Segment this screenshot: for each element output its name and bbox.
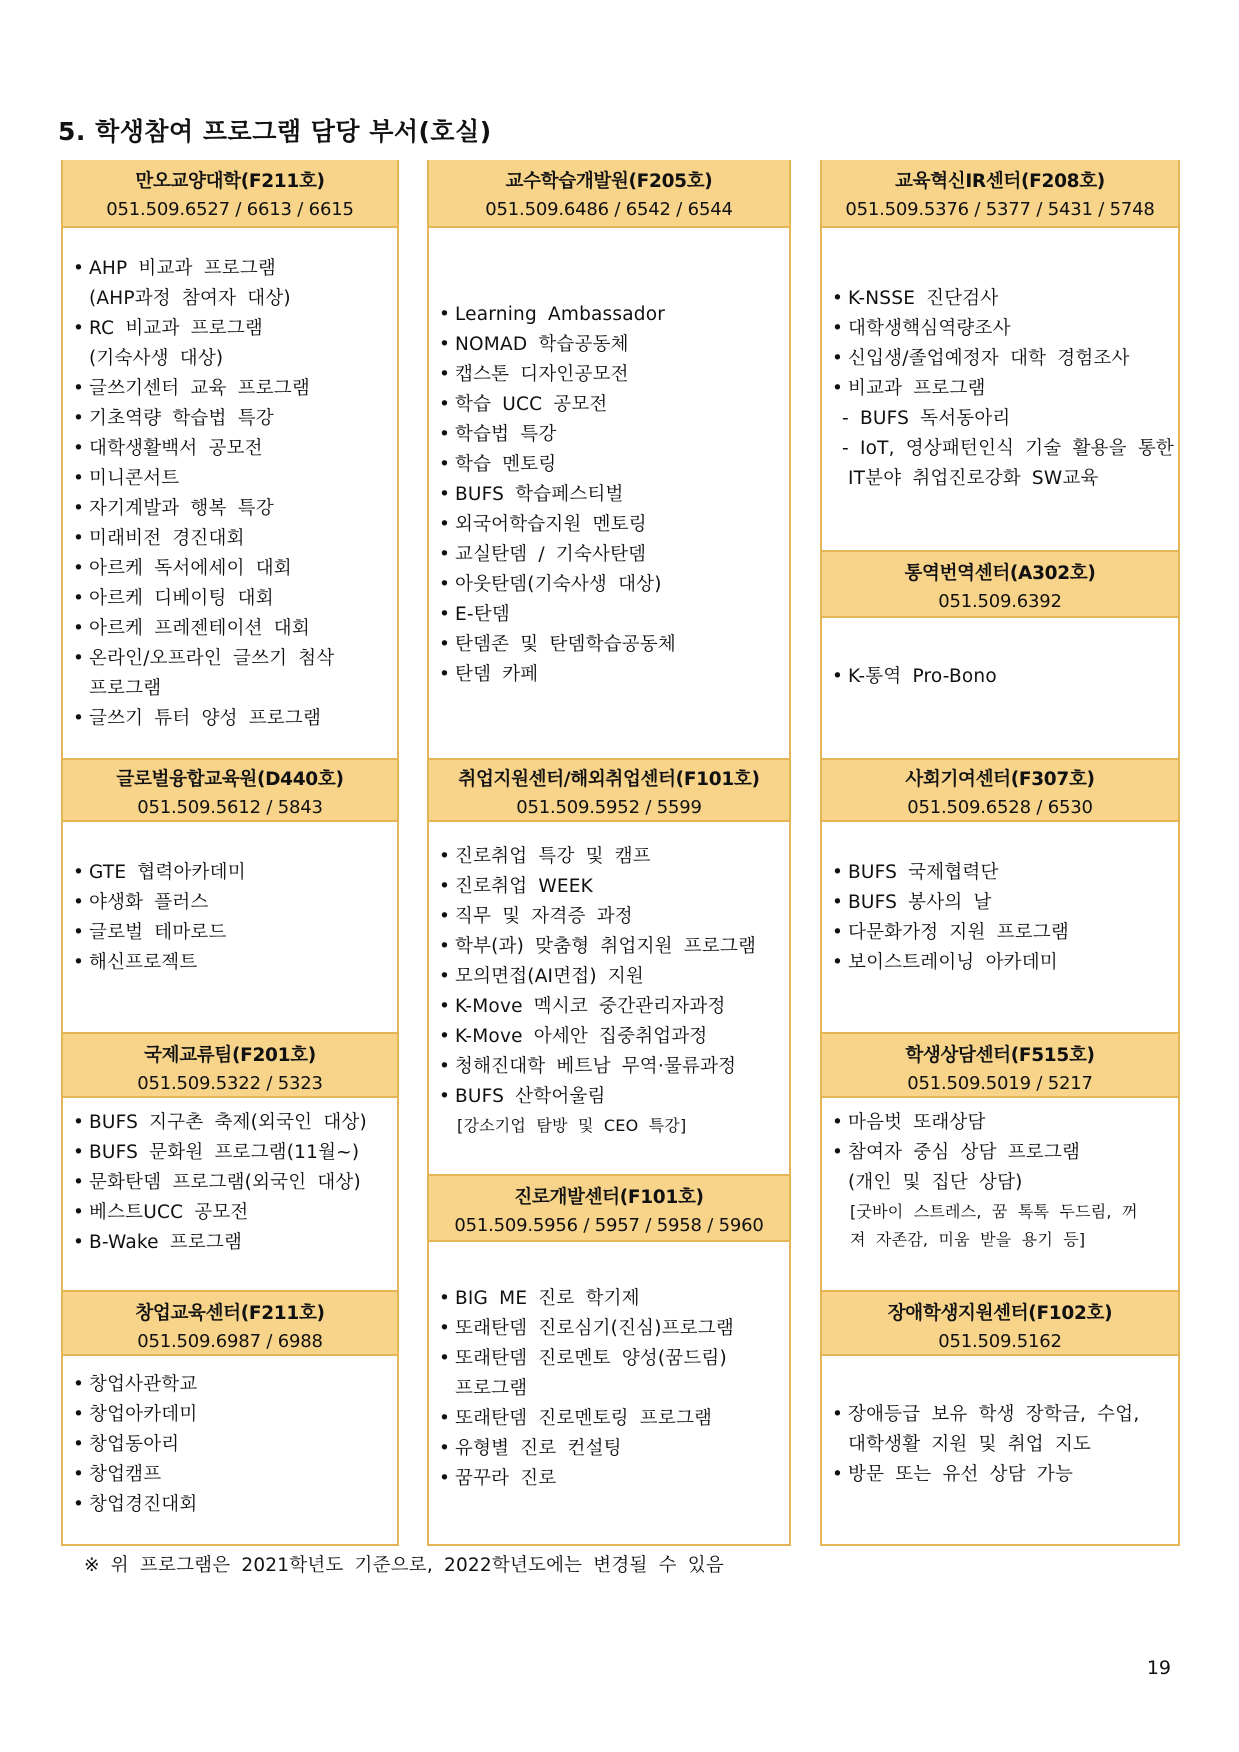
list-item: • BUFS 봉사의 날 <box>822 888 1178 918</box>
program-list <box>429 300 789 690</box>
list-item: • 글로벌 테마로드 <box>63 918 397 948</box>
list-item: • 미니콘서트 <box>63 464 397 494</box>
dept-box-startup-education <box>61 1290 399 1546</box>
dept-phone: 051.509.5612 / 5843 <box>137 797 323 818</box>
list-item: 대학생활 지원 및 취업 지도 <box>848 1434 1092 1455</box>
list-item: • BUFS 학습페스티벌 <box>429 480 789 510</box>
list-item: • 아르케 프레젠테이션 대회 <box>63 614 397 644</box>
list-item: (기숙사생 대상) <box>89 348 224 369</box>
dept-header <box>822 1290 1178 1356</box>
list-item: • 캡스톤 디자인공모전 <box>429 360 789 390</box>
list-item: • 교실탄뎀 / 기숙사탄뎀 <box>429 540 789 570</box>
dept-box-interpretation-translation <box>820 550 1180 758</box>
dept-phone: 051.509.5952 / 5599 <box>516 797 702 818</box>
dept-box-career-support <box>427 758 791 1174</box>
list-item: • 창업경진대회 <box>63 1490 397 1520</box>
dept-header <box>63 1032 397 1098</box>
list-item: 프로그램 <box>455 1378 528 1399</box>
list-item: • 미래비전 경진대회 <box>63 524 397 554</box>
list-item: • 탄뎀 카페 <box>429 660 789 690</box>
dept-box-student-counseling <box>820 1032 1180 1290</box>
dept-header <box>822 160 1178 228</box>
list-item: • 학습 멘토링 <box>429 450 789 480</box>
dept-box-teaching-learning <box>427 160 791 760</box>
list-item: • 해신프로젝트 <box>63 948 397 978</box>
column-1 <box>61 160 399 1546</box>
list-item: • 탄뎀존 및 탄뎀학습공동체 <box>429 630 789 660</box>
program-list <box>822 662 1178 692</box>
list-item: • Learning Ambassador <box>429 300 789 330</box>
dept-header <box>429 758 789 822</box>
list-item: • 야생화 플러스 <box>63 888 397 918</box>
dept-header <box>429 160 789 228</box>
dept-phone: 051.509.6486 / 6542 / 6544 <box>485 199 733 220</box>
dept-header <box>63 160 397 228</box>
list-item: • 진로취업 WEEK <box>429 872 789 902</box>
list-item: • B-Wake 프로그램 <box>63 1228 397 1258</box>
dept-header <box>822 550 1178 618</box>
dept-box-career-development <box>427 1174 791 1546</box>
list-item: • 아르케 디베이팅 대회 <box>63 584 397 614</box>
list-item: • E-탄뎀 <box>429 600 789 630</box>
dept-name: 교육혁신IR센터(F208호) <box>895 171 1105 192</box>
dept-box-education-innovation-ir <box>820 160 1180 550</box>
dept-name: 글로벌융합교육원(D440호) <box>116 769 344 790</box>
program-list <box>63 1108 397 1258</box>
dept-header <box>63 1290 397 1356</box>
list-item: (개인 및 집단 상담) <box>848 1172 1023 1193</box>
list-item: • 청해진대학 베트남 무역·물류과정 <box>429 1052 789 1082</box>
list-item: • K-NSSE 진단검사 <box>822 284 1178 314</box>
dept-header <box>429 1174 789 1242</box>
dept-phone: 051.509.6527 / 6613 / 6615 <box>106 199 354 220</box>
dept-box-social-contribution <box>820 758 1180 1032</box>
list-item: • 학습 UCC 공모전 <box>429 390 789 420</box>
list-item: • GTE 협력아카데미 <box>63 858 397 888</box>
list-item: • 아르케 독서에세이 대회 <box>63 554 397 584</box>
list-item: • BUFS 지구촌 축제(외국인 대상) <box>63 1108 397 1138</box>
dept-box-liberal-arts <box>61 160 399 760</box>
list-item: • 문화탄뎀 프로그램(외국인 대상) <box>63 1168 397 1198</box>
list-item: • NOMAD 학습공동체 <box>429 330 789 360</box>
list-item: • 아웃탄뎀(기숙사생 대상) <box>429 570 789 600</box>
list-item: • K-통역 Pro-Bono <box>822 662 1178 692</box>
program-list <box>429 1284 789 1494</box>
dept-name: 만오교양대학(F211호) <box>135 171 325 192</box>
dept-box-global-convergence <box>61 758 399 1032</box>
program-list <box>822 1400 1178 1490</box>
dept-name: 장애학생지원센터(F102호) <box>887 1303 1113 1324</box>
program-list <box>63 254 397 734</box>
dept-phone: 051.509.5956 / 5957 / 5958 / 5960 <box>454 1215 764 1236</box>
list-item: - BUFS 독서동아리 <box>842 408 1011 429</box>
dept-header <box>63 758 397 822</box>
list-item: • 또래탄뎀 진로멘토 양성(꿈드림) <box>429 1344 789 1374</box>
dept-box-disability-support <box>820 1290 1180 1546</box>
list-item: • BUFS 국제협력단 <box>822 858 1178 888</box>
list-item: • 학습법 특강 <box>429 420 789 450</box>
list-item: • 보이스트레이닝 아카데미 <box>822 948 1178 978</box>
footnote: ※ 위 프로그램은 2021학년도 기준으로, 2022학년도에는 변경될 수 있음 <box>84 1555 724 1576</box>
program-list <box>822 284 1178 494</box>
list-item: • BIG ME 진로 학기제 <box>429 1284 789 1314</box>
list-item: • RC 비교과 프로그램 <box>63 314 397 344</box>
list-item: • 방문 또는 유선 상담 가능 <box>822 1460 1178 1490</box>
list-item: • K-Move 멕시코 중간관리자과정 <box>429 992 789 1022</box>
dept-name: 사회기여센터(F307호) <box>905 769 1095 790</box>
dept-box-international-exchange <box>61 1032 399 1290</box>
list-item: • 신입생/졸업예정자 대학 경험조사 <box>822 344 1178 374</box>
list-item: • 모의면접(AI면접) 지원 <box>429 962 789 992</box>
list-item: • 장애등급 보유 학생 장학금, 수업, <box>822 1400 1178 1430</box>
list-item: [굿바이 스트레스, 꿈 톡톡 두드림, 꺼 <box>850 1202 1138 1221</box>
list-item: • 비교과 프로그램 <box>822 374 1178 404</box>
dept-name: 창업교육센터(F211호) <box>135 1303 325 1324</box>
list-item: 프로그램 <box>89 678 162 699</box>
list-item: • 창업사관학교 <box>63 1370 397 1400</box>
list-item: - IoT, 영상패턴인식 기술 활용을 통한 <box>842 438 1174 459</box>
program-list <box>63 858 397 978</box>
dept-name: 교수학습개발원(F205호) <box>505 171 713 192</box>
list-item: • 대학생활백서 공모전 <box>63 434 397 464</box>
list-item: • AHP 비교과 프로그램 <box>63 254 397 284</box>
list-item: • 또래탄뎀 진로심기(진심)프로그램 <box>429 1314 789 1344</box>
dept-phone: 051.509.6392 <box>938 591 1062 612</box>
column-3 <box>820 160 1180 1546</box>
list-item: • 꿈꾸라 진로 <box>429 1464 789 1494</box>
list-item: • 또래탄뎀 진로멘토링 프로그램 <box>429 1404 789 1434</box>
dept-phone: 051.509.5019 / 5217 <box>907 1073 1093 1094</box>
dept-name: 취업지원센터/해외취업센터(F101호) <box>458 769 760 790</box>
dept-phone: 051.509.5322 / 5323 <box>137 1073 323 1094</box>
program-list <box>429 842 789 1140</box>
list-item: • BUFS 문화원 프로그램(11월~) <box>63 1138 397 1168</box>
list-item: • 창업아카데미 <box>63 1400 397 1430</box>
list-item: • 학부(과) 맞춤형 취업지원 프로그램 <box>429 932 789 962</box>
dept-name: 통역번역센터(A302호) <box>904 563 1096 584</box>
list-item: • 온라인/오프라인 글쓰기 첨삭 <box>63 644 397 674</box>
column-2 <box>427 160 791 1546</box>
list-item: 져 자존감, 미움 받을 용기 등] <box>850 1230 1086 1249</box>
list-item: (AHP과정 참여자 대상) <box>89 288 291 309</box>
list-item: • 자기계발과 행복 특강 <box>63 494 397 524</box>
program-list <box>63 1370 397 1520</box>
dept-header <box>822 1032 1178 1098</box>
list-item: • 외국어학습지원 멘토링 <box>429 510 789 540</box>
dept-header <box>822 758 1178 822</box>
list-item: • 진로취업 특강 및 캠프 <box>429 842 789 872</box>
list-item: • 직무 및 자격증 과정 <box>429 902 789 932</box>
list-item: • BUFS 산학어울림 <box>429 1082 789 1112</box>
list-item: • 유형별 진로 컨설팅 <box>429 1434 789 1464</box>
list-item: • 창업캠프 <box>63 1460 397 1490</box>
dept-phone: 051.509.6987 / 6988 <box>137 1331 323 1352</box>
page-number: 19 <box>1146 1657 1171 1679</box>
dept-name: 국제교류팀(F201호) <box>144 1045 316 1066</box>
list-item: • 베스트UCC 공모전 <box>63 1198 397 1228</box>
dept-name: 학생상담센터(F515호) <box>905 1045 1095 1066</box>
list-item: IT분야 취업진로강화 SW교육 <box>848 468 1099 489</box>
list-item: • 글쓰기 튜터 양성 프로그램 <box>63 704 397 734</box>
dept-phone: 051.509.5376 / 5377 / 5431 / 5748 <box>845 199 1155 220</box>
list-item: • 글쓰기센터 교육 프로그램 <box>63 374 397 404</box>
section-title: 5. 학생참여 프로그램 담당 부서(호실) <box>58 117 492 146</box>
list-item: • 기초역량 학습법 특강 <box>63 404 397 434</box>
dept-phone: 051.509.6528 / 6530 <box>907 797 1093 818</box>
list-item: • 대학생핵심역량조사 <box>822 314 1178 344</box>
program-list <box>822 858 1178 978</box>
list-item: [강소기업 탐방 및 CEO 특강] <box>457 1116 687 1135</box>
list-item: • 창업동아리 <box>63 1430 397 1460</box>
list-item: • K-Move 아세안 집중취업과정 <box>429 1022 789 1052</box>
program-list <box>822 1108 1178 1254</box>
dept-name: 진로개발센터(F101호) <box>514 1187 704 1208</box>
list-item: • 마음벗 또래상담 <box>822 1108 1178 1138</box>
list-item: • 다문화가정 지원 프로그램 <box>822 918 1178 948</box>
list-item: • 참여자 중심 상담 프로그램 <box>822 1138 1178 1168</box>
dept-phone: 051.509.5162 <box>938 1331 1062 1352</box>
